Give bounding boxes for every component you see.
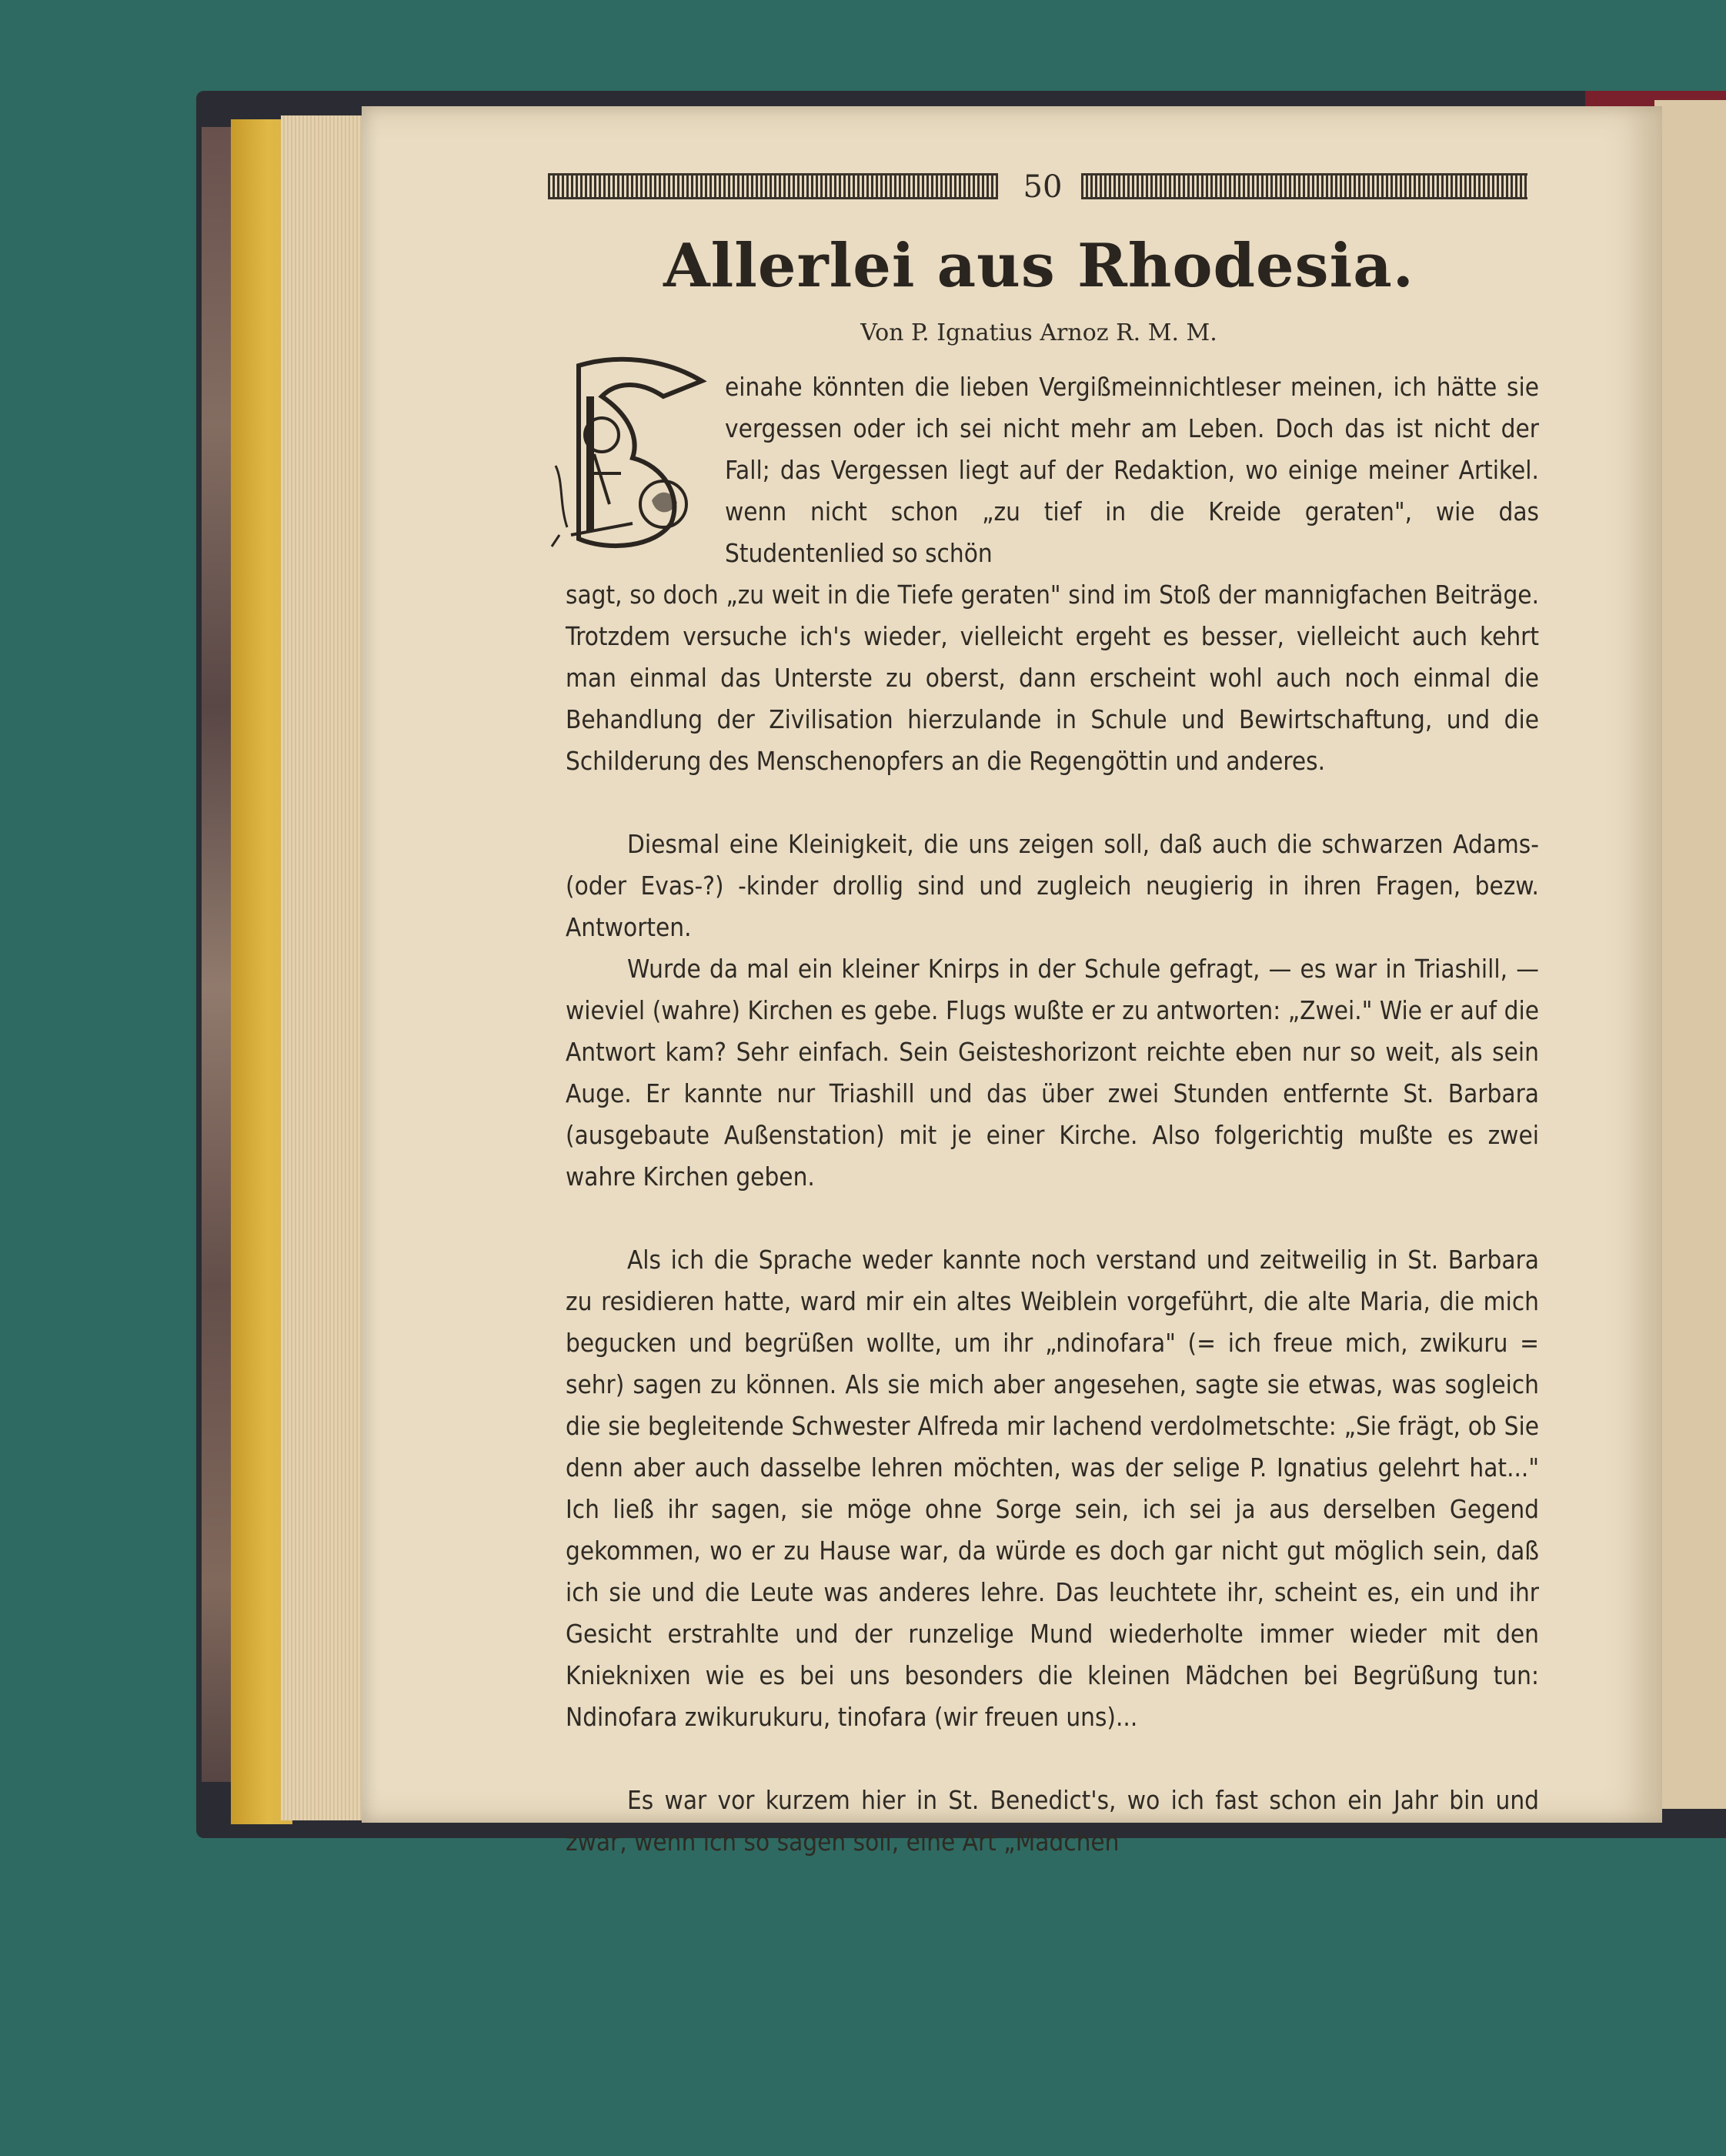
article-title: Allerlei aus Rhodesia. (663, 231, 1414, 301)
header-ornament-right (1081, 173, 1527, 199)
page-number: 50 (1023, 169, 1063, 205)
paragraph-2: Diesmal eine Kleinigkeit, die uns zeigen soll, daß auch die schwarzen Adams- (oder Evas-?) -kinder drollig sind und zugleich neugierig in ihren Fragen, bezw. Antworten. (566, 829, 1539, 942)
paragraph-1-upper: einahe könnten die lieben Vergißmeinnichtleser meinen, ich hätte sie vergessen oder ich sei nicht mehr am Leben. Doch das ist nicht der Fall; das Vergessen liegt auf der Redaktion, wo einige meiner Artikel. wenn nicht schon „zu tief in die Kreide geraten", wie das Studentenlied so schön (725, 372, 1539, 568)
article-author: Von P. Ignatius Arnoz R. M. M. (860, 319, 1217, 346)
paragraph-3: Wurde da mal ein kleiner Knirps in der Schule gefragt, — es war in Triashill, — wieviel (wahre) Kirchen es gebe. Flugs wußte er zu antworten: „Zwei." Wie er auf die Antwort kam? Sehr einfach. Sein Geisteshorizont reichte eben nur so weit, als sein Auge. Er kannte nur Triashill und das über zwei Stunden entfernte St. Barbara (ausgebaute Außenstation) mit je einer Kirche. Also folgerichtig mußte es zwei wahre Kirchen geben. (566, 954, 1539, 1192)
facing-page-edge (1654, 100, 1726, 1809)
paragraph-4: Als ich die Sprache weder kannte noch verstand und zeitweilig in St. Barbara zu residieren hatte, ward mir ein altes Weiblein vorgeführt, die alte Maria, die mich begucken und begrüßen wollte, um ihr „ndinofara" (= ich freue mich, zwikuru = sehr) sagen zu können. Als sie mich aber angesehen, sagte sie etwas, was sogleich die sie begleitende Schwester Alfreda mir lachend verdolmetschte: „Sie frägt, ob Sie denn aber auch dasselbe lehren möchten, was der selige P. Ignatius gelehrt hat..." Ich ließ ihr sagen, sie möge ohne Sorge sein, ich sei ja aus derselben Gegend gekommen, wo er zu Hause war, da würde es doch gar nicht gut möglich sein, daß ich sie und die Leute was anderes lehre. Das leuchtete ihr, scheint es, ein und ihr Gesicht erstrahlte und der runzelige Mund wiederholte immer wieder mit den Knieknixen wie es bei uns besonders die kleinen Mädchen bei Begrüßung tun: Ndinofara zwikurukuru, tinofara (wir freuen uns)... (566, 1245, 1539, 1732)
paragraph-1-lower: sagt, so doch „zu weit in die Tiefe geraten" sind im Stoß der mannigfachen Beiträge. Trotzdem versuche ich's wieder, vielleicht ergeht es besser, vielleicht auch kehrt man einmal das Unterste zu oberst, dann erscheint wohl auch noch einmal die Behandlung der Zivilisation hierzulande in Schule und Bewirtschaftung, und die Schilderung des Menschenopfers an die Regengöttin und anderes. (566, 580, 1539, 776)
decorated-initial-b (548, 350, 719, 554)
paragraph-5: Es war vor kurzem hier in St. Benedict's, wo ich fast schon ein Jahr bin und zwar, wenn ich so sagen soll, eine Art „Mädchen (566, 1785, 1539, 1857)
header-ornament-left (548, 173, 998, 199)
